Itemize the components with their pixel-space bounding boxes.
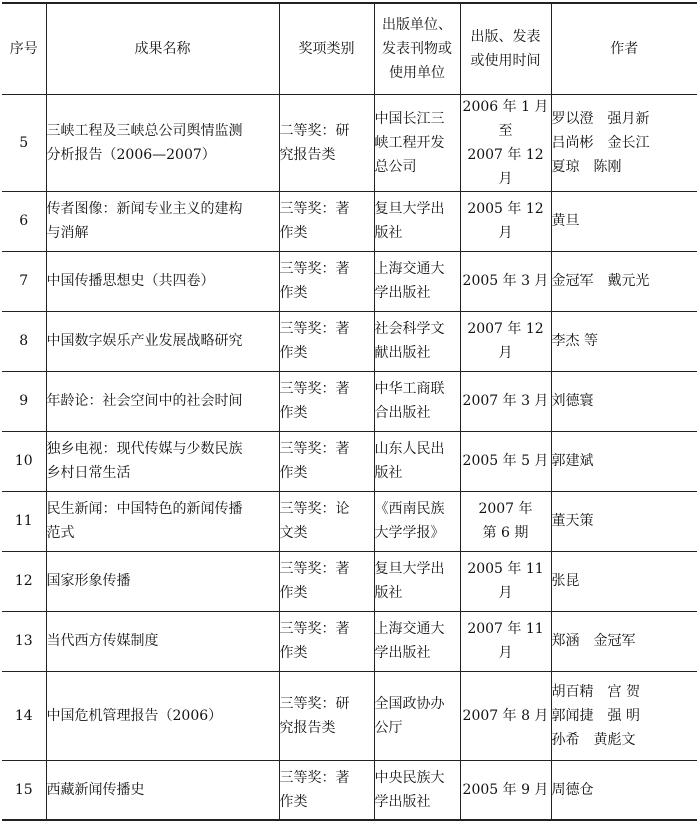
cell-title: 传者图像：新闻专业主义的建构 与消解 <box>46 191 279 251</box>
table-row <box>2 760 697 820</box>
cell-authors: 刘德寰 <box>551 371 697 431</box>
cell-title: 国家形象传播 <box>46 551 279 611</box>
cell-authors: 黄旦 <box>551 191 697 251</box>
cell-award: 三等奖：著 作类 <box>279 611 374 671</box>
cell-no: 14 <box>14 707 33 724</box>
table-row <box>2 94 697 191</box>
cell-no: 8 <box>19 333 29 349</box>
cell-date: 2007 年 12 月 <box>460 311 551 371</box>
cell-date: 2007 年 8 月 <box>460 671 551 760</box>
cell-date: 2007 年 11 月 <box>460 611 551 671</box>
header-authors: 作者 <box>551 3 697 94</box>
cell-award: 三等奖：著 作类 <box>279 760 374 820</box>
cell-no: 9 <box>19 393 29 409</box>
cell-publisher: 中华工商联 合出版社 <box>374 371 460 431</box>
table-row <box>2 371 697 431</box>
table-row <box>2 431 697 491</box>
cell-authors: 周德仓 <box>551 760 697 820</box>
awards-table <box>2 2 697 821</box>
cell-no: 13 <box>14 633 33 649</box>
cell-no: 6 <box>19 213 29 229</box>
cell-authors: 李杰 等 <box>551 311 697 371</box>
cell-title: 中国传播思想史（共四卷） <box>46 251 279 311</box>
cell-no: 11 <box>14 513 33 529</box>
cell-authors: 董天策 <box>551 491 697 551</box>
cell-no: 5 <box>19 134 29 151</box>
cell-publisher: 上海交通大 学出版社 <box>374 251 460 311</box>
cell-no: 15 <box>14 781 33 798</box>
header-publisher: 出版单位、 发表刊物或 使用单位 <box>374 3 460 94</box>
cell-publisher: 上海交通大 学出版社 <box>374 611 460 671</box>
cell-date: 2005 年 3 月 <box>460 251 551 311</box>
cell-date: 2006 年 1 月至 2007 年 12 月 <box>460 94 551 191</box>
cell-publisher: 山东人民出 版社 <box>374 431 460 491</box>
table-row <box>2 671 697 760</box>
cell-date: 2005 年 9 月 <box>460 760 551 820</box>
cell-award: 三等奖：著 作类 <box>279 191 374 251</box>
header-row <box>2 3 697 94</box>
cell-authors: 张昆 <box>551 551 697 611</box>
cell-authors: 郭建斌 <box>551 431 697 491</box>
cell-award: 三等奖：研 究报告类 <box>279 671 374 760</box>
cell-date: 2005 年 11 月 <box>460 551 551 611</box>
cell-title: 独乡电视：现代传媒与少数民族 乡村日常生活 <box>46 431 279 491</box>
cell-publisher: 全国政协办 公厅 <box>374 671 460 760</box>
cell-no: 10 <box>14 453 33 469</box>
cell-authors: 金冠军 戴元光 <box>551 251 697 311</box>
cell-date: 2005 年 12 月 <box>460 191 551 251</box>
header-title: 成果名称 <box>46 3 279 94</box>
header-date: 出版、发表 或使用时间 <box>460 3 551 94</box>
cell-title: 西藏新闻传播史 <box>46 760 279 820</box>
cell-no: 7 <box>19 273 29 289</box>
cell-award: 三等奖：著 作类 <box>279 251 374 311</box>
table-row <box>2 191 697 251</box>
cell-authors: 胡百精 宫 贺 郭闻捷 强 明 孙希 黄彪文 <box>551 671 697 760</box>
table-row <box>2 611 697 671</box>
cell-title: 民生新闻：中国特色的新闻传播 范式 <box>46 491 279 551</box>
cell-no: 12 <box>14 573 33 589</box>
cell-award: 三等奖：著 作类 <box>279 431 374 491</box>
cell-publisher: 《西南民族 大学学报》 <box>374 491 460 551</box>
cell-award: 三等奖：论 文类 <box>279 491 374 551</box>
cell-publisher: 中国长江三 峡工程开发 总公司 <box>374 94 460 191</box>
cell-title: 中国数字娱乐产业发展战略研究 <box>46 311 279 371</box>
table-row <box>2 311 697 371</box>
cell-award: 三等奖：著 作类 <box>279 371 374 431</box>
cell-title: 中国危机管理报告（2006） <box>46 671 279 760</box>
table-row <box>2 491 697 551</box>
cell-publisher: 复旦大学出 版社 <box>374 191 460 251</box>
cell-award: 三等奖：著 作类 <box>279 311 374 371</box>
cell-title: 年龄论：社会空间中的社会时间 <box>46 371 279 431</box>
header-no: 序号 <box>9 40 38 57</box>
table-row <box>2 551 697 611</box>
cell-publisher: 中央民族大 学出版社 <box>374 760 460 820</box>
cell-date: 2005 年 5 月 <box>460 431 551 491</box>
cell-authors: 罗以澄 强月新 吕尚彬 金长江 夏琼 陈刚 <box>551 94 697 191</box>
cell-award: 二等奖：研 究报告类 <box>279 94 374 191</box>
header-award: 奖项类别 <box>279 3 374 94</box>
cell-authors: 郑涵 金冠军 <box>551 611 697 671</box>
cell-title: 当代西方传媒制度 <box>46 611 279 671</box>
cell-award: 三等奖：著 作类 <box>279 551 374 611</box>
cell-date: 2007 年 3 月 <box>460 371 551 431</box>
table-row <box>2 251 697 311</box>
cell-publisher: 复旦大学出 版社 <box>374 551 460 611</box>
cell-title: 三峡工程及三峡总公司舆情监测 分析报告（2006—2007） <box>46 94 279 191</box>
cell-publisher: 社会科学文 献出版社 <box>374 311 460 371</box>
cell-date: 2007 年 第 6 期 <box>460 491 551 551</box>
